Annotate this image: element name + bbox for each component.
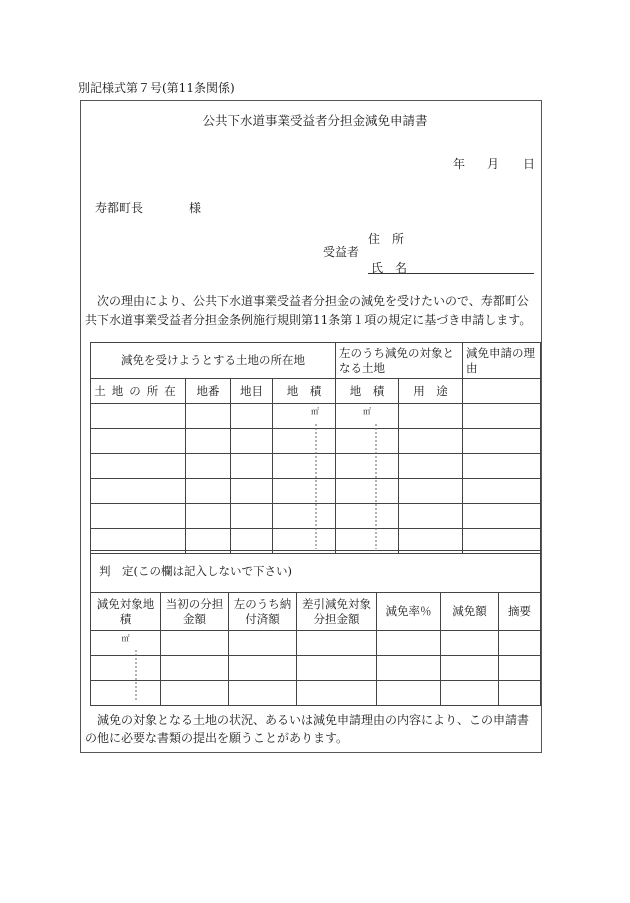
header-target-land: 左のうち減免の対象となる土地 bbox=[336, 343, 463, 379]
addressee-honorific: 様 bbox=[189, 201, 202, 215]
table-row bbox=[91, 681, 541, 706]
applicant-name-line bbox=[368, 273, 534, 274]
addressee-name: 寿都町長 bbox=[95, 201, 144, 215]
table-row bbox=[91, 404, 541, 429]
col-use: 用 途 bbox=[399, 379, 463, 404]
col-target-area: 地 積 bbox=[336, 379, 399, 404]
col-land-location: 土地の所在 bbox=[91, 379, 186, 404]
reason-cell bbox=[463, 379, 541, 404]
col-initial-amount: 当初の分担金額 bbox=[161, 593, 229, 631]
form-number-label: 別記様式第７号(第11条関係) bbox=[78, 81, 235, 95]
judgement-label: 判 定(この欄は記入しないで下さい) bbox=[91, 551, 541, 593]
area-unit: ㎡ bbox=[273, 404, 336, 429]
header-application-reason: 減免申請の理由 bbox=[463, 343, 541, 379]
table-row bbox=[91, 479, 541, 504]
judgement-table bbox=[90, 550, 541, 706]
col-remarks: 摘要 bbox=[499, 593, 541, 631]
date-year-label: 年 bbox=[453, 157, 466, 171]
col-area: 地 積 bbox=[273, 379, 336, 404]
col-reduction-rate: 減免率％ bbox=[377, 593, 441, 631]
date-month-label: 月 bbox=[487, 157, 500, 171]
document-title: 公共下水道事業受益者分担金減免申請書 bbox=[202, 113, 428, 128]
table-row bbox=[91, 656, 541, 681]
col-lot-number: 地番 bbox=[186, 379, 231, 404]
col-reduction-amount: 減免額 bbox=[441, 593, 499, 631]
applicant-name-label: 氏 名 bbox=[371, 261, 408, 275]
col-land-category: 地目 bbox=[231, 379, 273, 404]
land-table bbox=[90, 342, 541, 554]
col-reduction-target-area: 減免対象地 積 bbox=[91, 593, 161, 631]
judgement-area-unit: ㎡ bbox=[91, 631, 161, 656]
applicant-group-label: 受益者 bbox=[323, 245, 360, 259]
applicant-address-label: 住 所 bbox=[368, 232, 405, 246]
target-area-unit: ㎡ bbox=[336, 404, 399, 429]
col-deducted-amount: 差引減免対象分担金額 bbox=[297, 593, 377, 631]
date-day-label: 日 bbox=[523, 157, 536, 171]
table-row bbox=[91, 631, 541, 656]
footnote-text: 減免の対象となる土地の状況、あるいは減免申請理由の内容により、この申請書の他に必要な書類の提出を願うことがあります。 bbox=[85, 713, 530, 745]
table-row bbox=[91, 504, 541, 529]
header-land-location: 減免を受けようとする土地の所在地 bbox=[91, 343, 336, 379]
table-row bbox=[91, 429, 541, 454]
table-row bbox=[91, 454, 541, 479]
col-paid-amount: 左のうち納付済額 bbox=[229, 593, 297, 631]
application-statement: 次の理由により、公共下水道事業受益者分担金の減免を受けたいので、寿都町公共下水道事業受益者分担金条例施行規則第11条第１項の規定に基づき申請します。 bbox=[85, 294, 532, 327]
